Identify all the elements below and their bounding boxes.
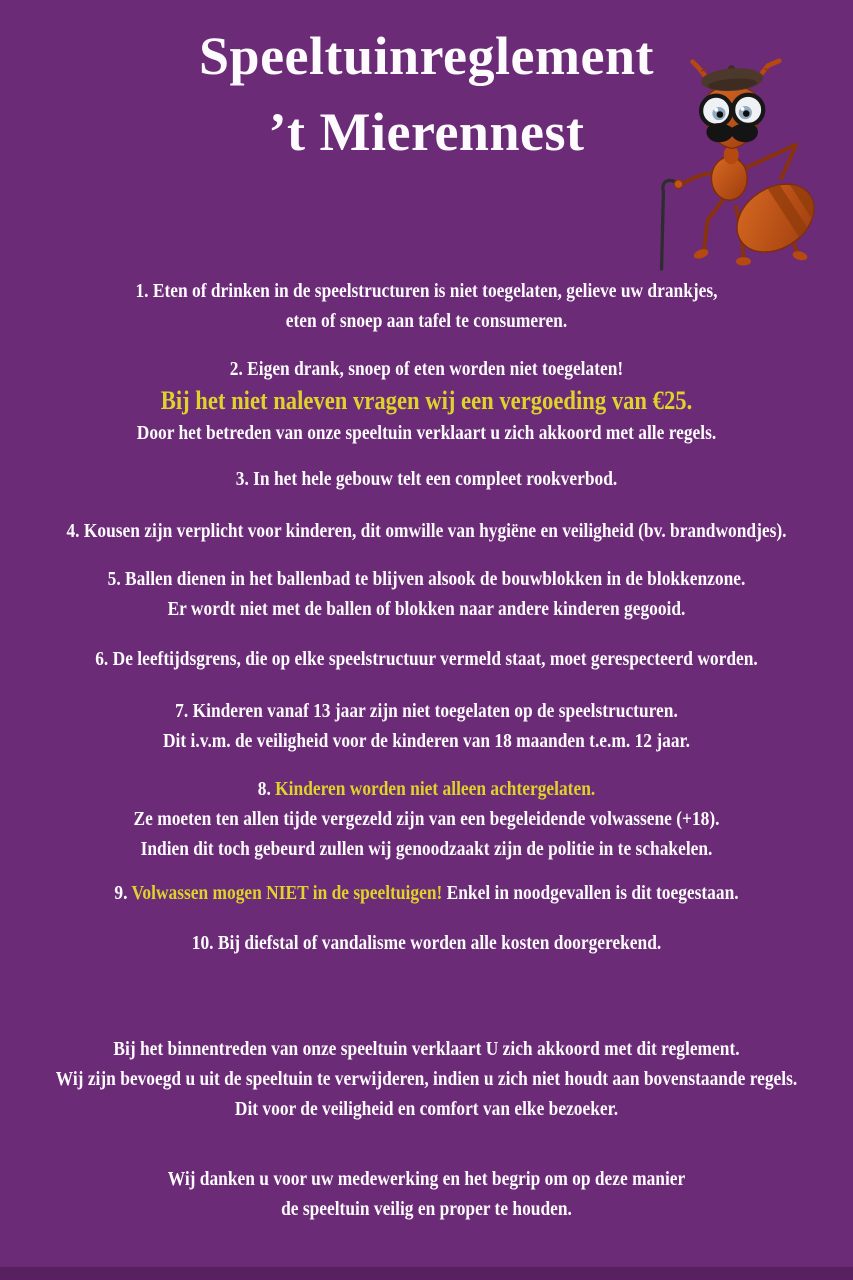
ant-hand bbox=[674, 180, 682, 188]
rule-text-line: Indien dit toch gebeurd zullen wij genoodzaakt zijn de politie in te schakelen. bbox=[140, 838, 713, 860]
rule-text-line: 2. Eigen drank, snoep of eten worden niet toegelaten! bbox=[229, 358, 624, 380]
rule-item-4 bbox=[55, 516, 797, 546]
rule-text-line: 7. Kinderen vanaf 13 jaar zijn niet toegelaten op de speelstructuren. bbox=[175, 700, 678, 722]
closing-line: Wij zijn bevoegd u uit de speeltuin te verwijderen, indien u zich niet houdt aan bovenstaande regels. bbox=[55, 1068, 798, 1090]
ant-mascot-icon bbox=[652, 58, 850, 284]
rule-number: 8. bbox=[257, 778, 276, 800]
rule-text-line bbox=[55, 774, 797, 804]
thanks-paragraph bbox=[55, 1164, 797, 1224]
rule-highlight-text: Kinderen worden niet alleen achtergelaten. bbox=[275, 778, 596, 800]
rule-highlight-text: Volwassen mogen NIET in de speeltuigen! bbox=[131, 882, 443, 904]
thanks-line: Wij danken u voor uw medewerking en het begrip om op deze manier bbox=[167, 1168, 686, 1190]
page-title-line2: ’t Mierennest bbox=[268, 102, 585, 162]
rule-highlight-text: Bij het niet naleven vragen wij een vergoeding van €25. bbox=[160, 386, 693, 415]
ant-foot bbox=[792, 250, 809, 262]
rule-text-line: 3. In het hele gebouw telt een compleet rookverbod. bbox=[235, 468, 618, 490]
rule-text-line: Er wordt niet met de ballen of blokken naar andere kinderen gegooid. bbox=[167, 598, 686, 620]
rule-text-line: 5. Ballen dienen in het ballenbad te blijven alsook de bouwblokken in de blokkenzone. bbox=[107, 568, 746, 590]
rule-item-1 bbox=[55, 276, 797, 336]
thanks-line: de speeltuin veilig en proper te houden. bbox=[281, 1198, 572, 1220]
footer-bar bbox=[0, 1267, 853, 1280]
rule-item-8 bbox=[55, 774, 797, 864]
rule-text-line: Door het betreden van onze speeltuin verklaart u zich akkoord met alle regels. bbox=[136, 422, 717, 444]
rule-text-line: 4. Kousen zijn verplicht voor kinderen, dit omwille van hygiëne en veiligheid (bv. brandwondjes). bbox=[66, 520, 787, 542]
rule-number: 9. bbox=[114, 882, 132, 904]
rule-text-line: 1. Eten of drinken in de speelstructuren is niet toegelaten, gelieve uw drankjes, bbox=[135, 280, 718, 302]
rule-item-9 bbox=[55, 878, 797, 908]
closing-paragraph bbox=[55, 1034, 797, 1124]
ant-foot bbox=[693, 247, 710, 260]
rule-text-line: 6. De leeftijdsgrens, die op elke speelstructuur vermeld staat, moet gerespecteerd worden. bbox=[95, 648, 758, 670]
closing-line: Bij het binnentreden van onze speeltuin verklaart U zich akkoord met dit reglement. bbox=[113, 1038, 740, 1060]
rule-item-5 bbox=[55, 564, 797, 624]
rule-text-line bbox=[55, 878, 797, 908]
closing-line: Dit voor de veiligheid en comfort van elke bezoeker. bbox=[234, 1098, 619, 1120]
rule-text-line: Dit i.v.m. de veiligheid voor de kinderen van 18 maanden t.e.m. 12 jaar. bbox=[162, 730, 691, 752]
ant-foot bbox=[736, 257, 751, 265]
rule-item-6 bbox=[55, 644, 797, 674]
rule-item-3 bbox=[55, 464, 797, 494]
rule-item-2 bbox=[55, 354, 797, 448]
cane-icon bbox=[662, 181, 681, 269]
page-title-line1: Speeltuinreglement bbox=[199, 26, 654, 86]
rule-text-rest: Enkel in noodgevallen is dit toegestaan. bbox=[442, 882, 739, 904]
rule-text-line: 10. Bij diefstal of vandalisme worden alle kosten doorgerekend. bbox=[191, 932, 662, 954]
beret-icon bbox=[700, 63, 764, 93]
rule-text-line: Ze moeten ten allen tijde vergezeld zijn van een begeleidende volwassene (+18). bbox=[133, 808, 720, 830]
rule-item-7 bbox=[55, 696, 797, 756]
rule-text-line: eten of snoep aan tafel te consumeren. bbox=[285, 310, 568, 332]
rule-item-10 bbox=[55, 928, 797, 958]
ant-arm-right bbox=[747, 145, 796, 179]
